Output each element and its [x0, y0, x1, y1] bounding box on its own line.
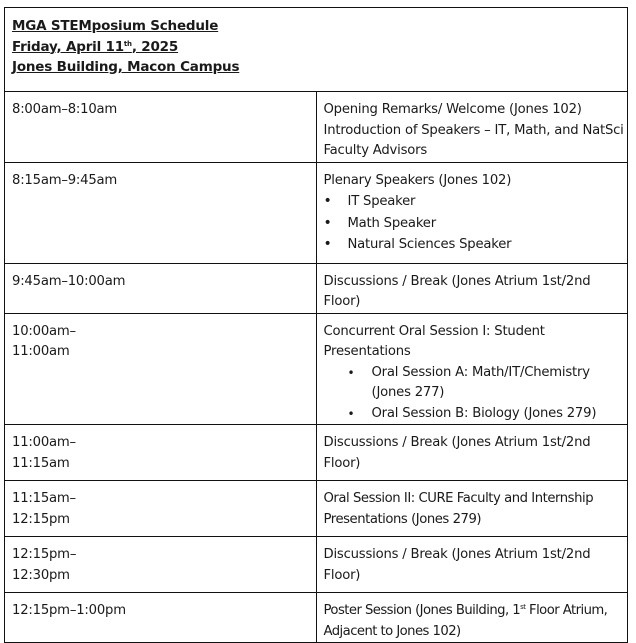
- list-item: • IT Speaker: [324, 191, 628, 213]
- table-row: [5, 162, 628, 263]
- description-cell: Opening Remarks/ Welcome (Jones 102) Introduction of Speakers – IT, Math, and NatSci Faculty Advisors: [316, 92, 628, 163]
- description-cell: Oral Session II: CURE Faculty and Internship Presentations (Jones 279): [316, 481, 628, 537]
- description-cell: Discussions / Break (Jones Atrium 1st/2nd Floor): [316, 537, 628, 593]
- table-row: [5, 593, 628, 643]
- list-item: • Oral Session B: Biology (Jones 279): [324, 404, 628, 425]
- description-cell: Plenary Speakers (Jones 102) • IT Speaker • Math Speaker • Natural Sciences Speaker: [316, 162, 628, 263]
- schedule-table: [4, 7, 628, 643]
- description-cell: Concurrent Oral Session I: Student Presentations • Oral Session A: Math/IT/Chemistry (Jones 277) • Oral Session B: Biology (Jones 279): [316, 313, 628, 425]
- time-cell: 10:00am– 11:00am: [5, 313, 317, 425]
- time-cell: 8:15am–9:45am: [5, 162, 317, 263]
- description-cell: Discussions / Break (Jones Atrium 1st/2nd Floor): [316, 263, 628, 313]
- time-cell: 12:15pm– 12:30pm: [5, 537, 317, 593]
- list-item: • Natural Sciences Speaker: [324, 234, 628, 256]
- table-row: [5, 481, 628, 537]
- time-cell: 11:15am– 12:15pm: [5, 481, 317, 537]
- table-row: [5, 263, 628, 313]
- description-cell: Discussions / Break (Jones Atrium 1st/2nd Floor): [316, 425, 628, 481]
- time-cell: 8:00am–8:10am: [5, 92, 317, 163]
- speaker-list: [324, 191, 628, 256]
- schedule-title: MGA STEMposium Schedule: [12, 18, 219, 34]
- description-cell: Poster Session (Jones Building, 1st Floor Atrium, Adjacent to Jones 102): [316, 593, 628, 643]
- table-row: [5, 425, 628, 481]
- session-list: [324, 363, 628, 425]
- list-item: • Math Speaker: [324, 213, 628, 235]
- table-row: [5, 313, 628, 425]
- schedule-location: Jones Building, Macon Campus: [12, 59, 240, 75]
- header-cell: [5, 8, 628, 92]
- time-cell: 11:00am– 11:15am: [5, 425, 317, 481]
- table-row: [5, 92, 628, 163]
- list-item: • Oral Session A: Math/IT/Chemistry (Jones 277): [324, 363, 628, 404]
- schedule-date: Friday, April 11th, 2025: [12, 38, 179, 55]
- table-row: [5, 537, 628, 593]
- time-cell: 9:45am–10:00am: [5, 263, 317, 313]
- time-cell: 12:15pm–1:00pm: [5, 593, 317, 643]
- header-row: [5, 8, 628, 92]
